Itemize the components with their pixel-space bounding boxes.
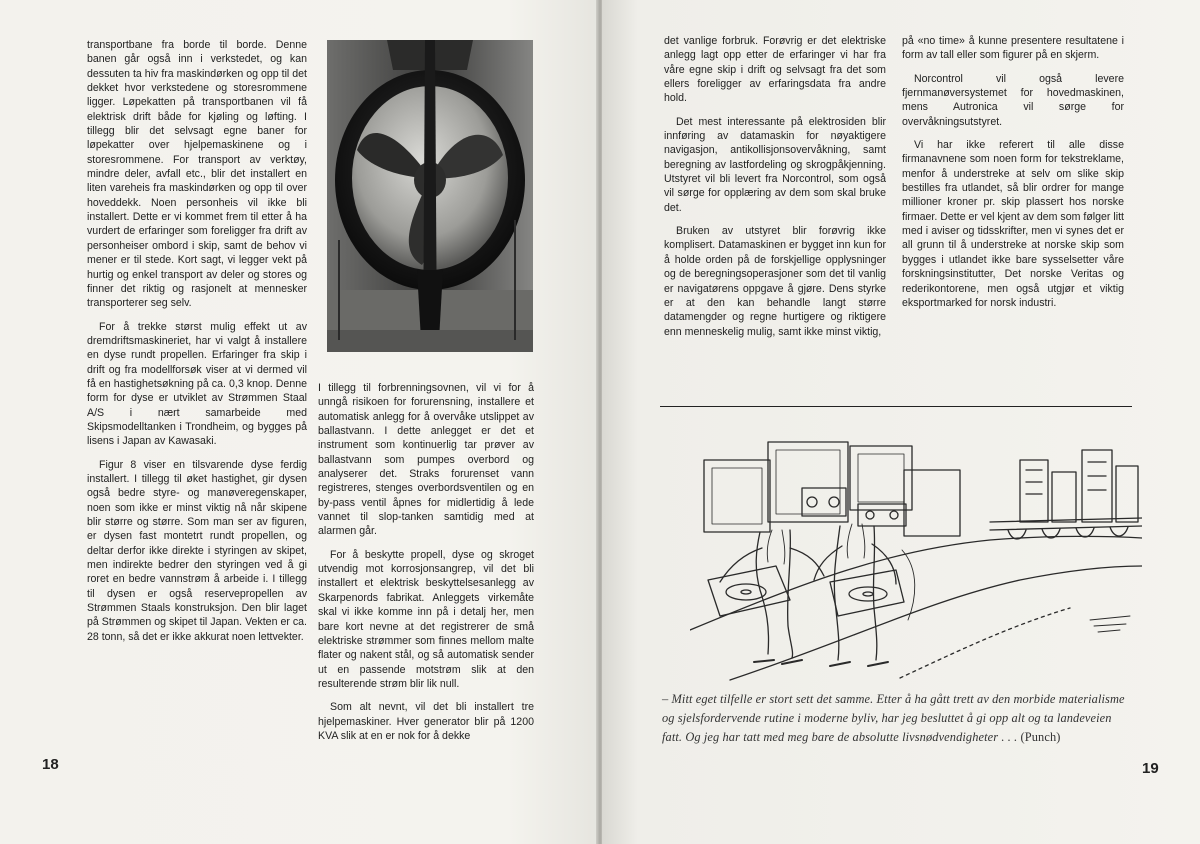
page-number-right: 19 (1142, 760, 1159, 777)
paragraph: I tillegg til forbrenningsovnen, vil vi for å unngå risikoen for forurensning, installere et automatisk anlegg for å overvåke utslippet av ballastvann. I dette anlegget er det et instrument som kontinuerlig tar prøver av ballastvann som pumpes overbord og analyserer det. Straks forurenset vann registreres, stenges overbordsventilen og en by-pass ventil åpnes for midlertidig å lede vannet til slop-tanken samtidig med at alarmen går. (318, 382, 534, 538)
left-page-column-1 (87, 38, 307, 653)
paragraph: For å beskytte propell, dyse og skroget utvendig mot korrosjonsangrep, vil det bli installert et elektrisk beskyttelsesanlegg av Skarpenords fabrikat. Anleggets virkemåte skal vi ikke komme inn på i detalj her, men bare kort nevne at det registrerer de små elektriske strømmer som finnes mellom malte flater og nakent stål, og så automatisk sender ut en passende motstrøm slik at den resulterende strøm blir lik null. (318, 548, 534, 690)
propeller-nozzle-image (327, 40, 533, 352)
left-page-column-2 (318, 381, 534, 752)
caption-text: – Mitt eget tilfelle er stort sett det samme. Etter å ha gått trett av den morbide materialisme og sjelsfordervende rutine i moderne byliv, har jeg besluttet å gi opp alt og ta landeveien fatt. Og jeg har tatt med meg bare de absolutte livsnødvendigheter . . . (662, 692, 1125, 744)
paragraph: Figur 8 viser en tilsvarende dyse ferdig installert. I tillegg til øket hastighet, gir dysen også bedre styre- og manøveregenskaper, noen som ikke er minst viktig nå når skipene blir større og større. Som man ser av figuren, er dysen fast montetrt rundt propellen, og deltar derfor ikke direkte i styringen av skipet, men indirekte bedrer den styringen ved å gi roret en bedre vannstrøm å arbeide i. I tillegg til dysen er også reservepropellen av Strømmen Staals konstruksjon. Den blir laget på Strømmen og skipet til Japan. Vekten er ca. 28 tonn, så det er ikke akkurat noen lettvekter. (87, 458, 307, 643)
paragraph: transportbane fra borde til borde. Denne banen går også inn i verkstedet, og kan dessuten ta hiv fra maskindørken og opp til det dekket hvor verkstedene og storesrommene ligger. Løpekatten på transportbanen vil få elektrisk drift både for kjøling og løfting. I tillegg blir det selvsagt egne baner for løpekatter over hjelpemaskinene og i storesrommene. For transport av verktøy, mindre deler, avfall etc., blir det installert en liten vareheis fra maskindørken og opp til over hoveddekk. Noen personheis vil ikke bli installert. Dette er vi kommet frem til etter å ha vurdert de erfaringer som foreligger fra drift av personheiser ombord i skip, samt de behov vi mener er til stede. Kort sagt, vi legger vekt på hurtig og enkel transport av deler og stores og finner det riktig og rasjonelt at mennesker transporterer seg selv. (87, 39, 307, 310)
section-divider (660, 406, 1132, 407)
propeller-nozzle-photo (327, 40, 533, 352)
paragraph: Vi har ikke referert til alle disse firmanavnene som noen form for tekstreklame, menfor å understreke at selv om slike skip bestilles fra utlandet, så blir ordrer for mange millioner kroner pr. skip plassert hos norske firmaer. Dette er vel kjent av dem som følger litt med i aviser og tidsskrifter, men vi synes det er all grunn til å understreke at norske skip som bygges i utlandet ikke bare sysselsetter våre forskningsinstitutter, Det norske Veritas og rederikontorene, men også utgjør et viktig eksportmarked for norsk industri. (902, 139, 1124, 309)
paragraph: det vanlige forbruk. Forøvrig er det elektriske anlegg lagt opp etter de erfaringer vi har fra våre egne skip i drift og selvsagt fra det som ellers foreligger av erfaringsdata fra andre hold. (664, 35, 886, 105)
cartoon-caption (662, 690, 1132, 747)
paragraph: på «no time» å kunne presentere resultatene i form av tall eller som figurer på en skjerm. (902, 35, 1124, 62)
cartoon-drawing (690, 430, 1142, 686)
page-number-left: 18 (42, 756, 59, 773)
right-page-column-2 (902, 34, 1124, 319)
paragraph: Som alt nevnt, vil det bli installert tre hjelpemaskiner. Hver generator blir på 1200 KVA slik at en er nok for å dekke (318, 701, 534, 742)
paragraph: Norcontrol vil også levere fjernmanøversystemet for hovedmaskinen, mens Autronica vil sørge for overvåkningsutstyret. (902, 72, 1124, 128)
paragraph: For å trekke størst mulig effekt ut av dremdriftsmaskineriet, har vi valgt å installere en dyse rundt propellen. Erfaringer fra skip i drift og fra modellforsøk viser at vi dermed vil få en hastighetsøkning på ca. 0,3 knop. Denne form for dyse er utviklet av Strømmen Staal A/S i nært samarbeide med Skipsmodelltanken i Trondheim, og bygges på lisens i Japan av Kawasaki. (87, 320, 307, 448)
right-page-column-1 (664, 34, 886, 348)
paragraph: Bruken av utstyret blir forøvrig ikke komplisert. Datamaskinen er bygget inn kun for å holde orden på de forskjellige opplysninger og de beregningsoperasjoner som det til vanlig er navigatørens oppgave å gjøre. Dens styrke er at den kan behandle langt større datamengder og regne hurtigere og riktigere enn menneskelig mulig, samt ikke minst viktig, (664, 225, 886, 338)
caption-credit: (Punch) (1020, 730, 1061, 744)
paragraph: Det mest interessante på elektrosiden blir innføring av datamaskin for nøyaktigere navigasjon, antikollisjonsovervåkning, samt beregning av lastfordeling og skrogpåkjenning. Utstyret vil bli levert fra Norcontrol, som også vil sørge for opplæring av dem som skal bruke det. (664, 115, 886, 214)
punch-cartoon (690, 430, 1142, 686)
left-page (0, 0, 598, 844)
